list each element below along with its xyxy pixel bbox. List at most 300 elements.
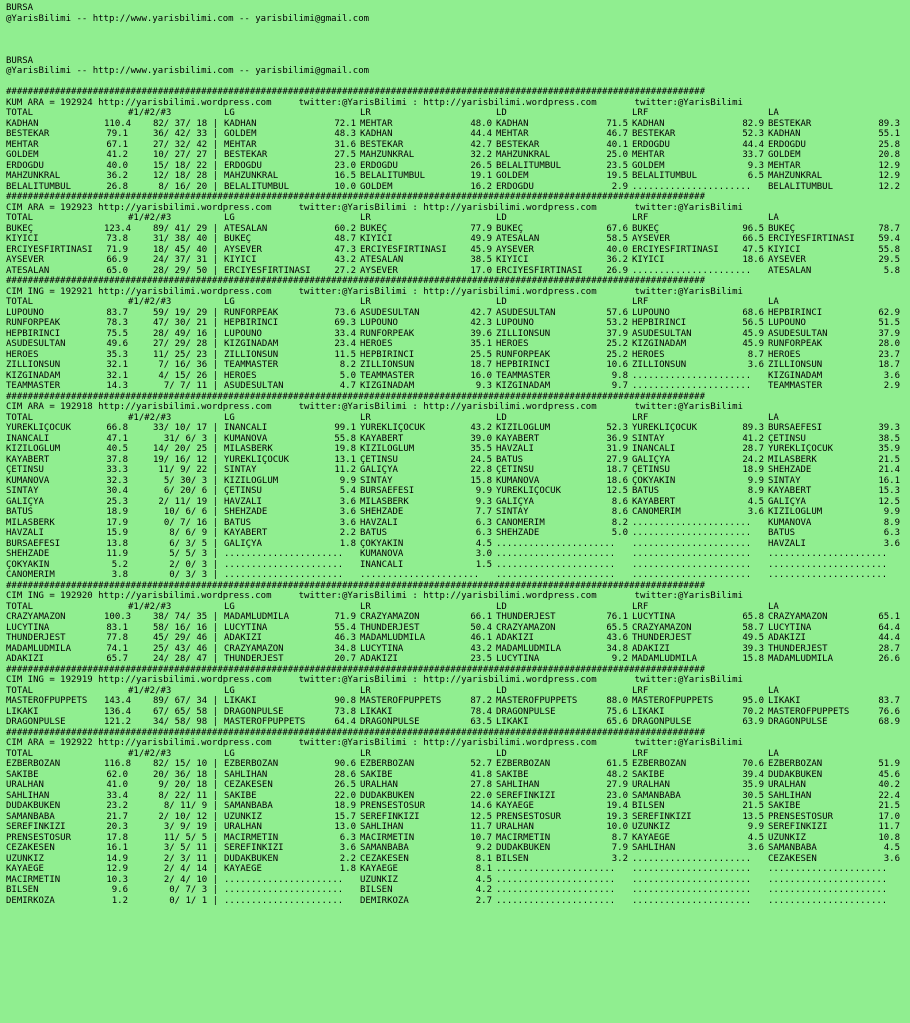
cell: 16.1 bbox=[878, 475, 900, 486]
cell: 33.3 bbox=[106, 465, 128, 475]
cell: 19/ 16/ 12 | bbox=[152, 454, 218, 465]
cell: 8.2 bbox=[339, 360, 356, 370]
cell: RUNFORPEAK bbox=[6, 318, 61, 328]
cell: URALHAN bbox=[6, 780, 44, 790]
cell: 123.4 bbox=[104, 223, 132, 234]
cell: 65.1 bbox=[878, 612, 900, 622]
cell: ZILLIONSUN bbox=[496, 328, 551, 339]
cell: LA bbox=[768, 108, 779, 118]
cell: BATUS bbox=[360, 528, 388, 538]
cell: 19.8 bbox=[334, 444, 356, 454]
cell: 9.2 bbox=[475, 843, 492, 853]
cell: 10.8 bbox=[878, 832, 900, 843]
cell: TOTAL bbox=[6, 412, 34, 423]
cell: 2/ 11/ 19 | bbox=[158, 496, 218, 507]
cell: CEZAKESEN bbox=[360, 853, 409, 864]
cell: 12.5 bbox=[878, 496, 900, 507]
cell: ATESALAN bbox=[360, 255, 404, 265]
cell: 24.2 bbox=[742, 454, 764, 465]
cell: KADHAN bbox=[632, 118, 665, 129]
result-row bbox=[6, 350, 910, 361]
cell: SAHLIHAN bbox=[6, 790, 50, 801]
cell: MAHZUNKRAL bbox=[496, 150, 551, 160]
separator-line: ################################################################################################################################# bbox=[6, 727, 705, 738]
cell: ERCIYESFIRTINASI bbox=[360, 244, 447, 255]
cell: LUPOUNO bbox=[632, 307, 670, 318]
cell: KIZILOGLUM bbox=[224, 475, 279, 486]
cell: ATESALAN bbox=[496, 234, 540, 244]
cell: MEHTAR bbox=[360, 118, 393, 129]
result-row bbox=[6, 224, 910, 235]
race-header: CIM ARA = 192922 http://yarisbilimi.wordpress.com twitter:@YarisBilimi : http://yarisbilimi.wordpress.com twitter:@YarisBilimi bbox=[6, 738, 743, 748]
cell: URALHAN bbox=[224, 822, 262, 832]
cell: 28.0 bbox=[878, 339, 900, 349]
cell: YÜREKLIÇOCUK bbox=[6, 423, 72, 433]
cell: SINTAY bbox=[768, 475, 801, 486]
cell: DUDAKBÜKEN bbox=[496, 843, 551, 853]
cell: 65.7 bbox=[106, 654, 128, 664]
cell: 31/ 6/ 3 | bbox=[163, 433, 218, 444]
cell: 6/ 3/ 5 | bbox=[169, 538, 218, 549]
cell: 8/ 22/ 11 | bbox=[158, 790, 218, 801]
cell: 25.3 bbox=[106, 496, 128, 507]
cell: 33/ 10/ 17 | bbox=[152, 423, 218, 433]
cell: BURSAEFESI bbox=[6, 538, 61, 549]
cell: HAVZALI bbox=[768, 538, 806, 549]
cell: 90.8 bbox=[334, 696, 356, 706]
cell: 10.6 bbox=[606, 360, 628, 370]
cell: TEAMMASTER bbox=[6, 381, 61, 391]
race-sections bbox=[6, 87, 910, 906]
cell: 22.0 bbox=[334, 790, 356, 801]
cell: 82/ 37/ 18 | bbox=[152, 118, 218, 129]
cell: 88.0 bbox=[606, 696, 628, 706]
cell: CRAZYAMAZON bbox=[496, 622, 556, 633]
cell: TOTAL bbox=[6, 213, 34, 223]
cell: SHEHZADE bbox=[6, 549, 50, 559]
cell: ERDOGDU bbox=[768, 139, 806, 150]
cell: 4.5 bbox=[883, 843, 900, 853]
cell: 16.1 bbox=[106, 843, 128, 853]
cell: LD bbox=[496, 748, 507, 759]
cell: LIKAKI bbox=[496, 717, 529, 727]
cell: 27.5 bbox=[334, 150, 356, 160]
cell: 35.3 bbox=[106, 349, 128, 360]
result-row bbox=[6, 707, 910, 718]
cell: 39.3 bbox=[742, 643, 764, 654]
cell: 20.3 bbox=[106, 822, 128, 832]
cell: SAKIBE bbox=[224, 790, 257, 801]
cell: 37.8 bbox=[106, 454, 128, 465]
column-header-row bbox=[6, 213, 910, 224]
cell: 2.2 bbox=[339, 853, 356, 864]
cell: EZBERBOZAN bbox=[360, 759, 415, 769]
cell: 25.5 bbox=[470, 349, 492, 360]
cell: 34.8 bbox=[606, 643, 628, 654]
column-header-row bbox=[6, 297, 910, 308]
cell: RUNFORPEAK bbox=[224, 307, 279, 318]
cell: ...................... bbox=[768, 885, 888, 895]
cell: 83.7 bbox=[878, 696, 900, 706]
cell: TOTAL bbox=[6, 748, 34, 759]
cell: 8.7 bbox=[611, 832, 628, 843]
cell: 9.3 bbox=[475, 381, 492, 391]
cell: ...................... bbox=[496, 549, 616, 559]
cell: LRF bbox=[632, 108, 649, 118]
cell: ...................... bbox=[360, 570, 480, 580]
cell: 6.3 bbox=[339, 832, 356, 843]
cell: KIZGINADAM bbox=[224, 339, 279, 349]
result-row bbox=[6, 770, 910, 781]
cell: 52.7 bbox=[470, 759, 492, 769]
separator-line: ################################################################################################################################# bbox=[6, 87, 705, 97]
cell: 78.3 bbox=[106, 318, 128, 328]
cell: KIZGINADAM bbox=[6, 370, 61, 381]
cell: 18.9 bbox=[106, 507, 128, 517]
cell: LG bbox=[224, 601, 235, 612]
result-row bbox=[6, 854, 910, 865]
cell: THUNDERJEST bbox=[768, 643, 828, 654]
cell: AYSEVER bbox=[224, 244, 262, 255]
cell: 37.9 bbox=[606, 328, 628, 339]
cell: HEPBIRINCI bbox=[768, 307, 823, 318]
cell: ÇETINSU bbox=[496, 465, 534, 475]
cell: LRF bbox=[632, 601, 649, 612]
cell: BELALITUMBUL bbox=[224, 181, 290, 192]
cell: KAYABERT bbox=[632, 496, 676, 507]
cell: THUNDERJEST bbox=[632, 633, 692, 643]
cell: 52.3 bbox=[742, 129, 764, 139]
cell: 12.9 bbox=[878, 160, 900, 171]
cell: 89/ 41/ 29 | bbox=[152, 223, 218, 234]
cell: 45/ 29/ 46 | bbox=[152, 633, 218, 643]
cell: CEZAKESEN bbox=[6, 843, 55, 853]
cell: 9.2 bbox=[611, 654, 628, 664]
cell: KAYABERT bbox=[6, 454, 50, 465]
cell: 100.3 bbox=[104, 612, 132, 622]
cell: CEZAKESEN bbox=[224, 780, 273, 790]
cell: 35.1 bbox=[470, 339, 492, 349]
cell: BÜKEÇ bbox=[6, 223, 34, 234]
cell: HEPBIRINCI bbox=[496, 360, 551, 370]
cell: 2/ 0/ 3 | bbox=[169, 559, 218, 570]
cell: 2/ 3/ 11 | bbox=[163, 853, 218, 864]
cell: BELALITUMBUL bbox=[496, 160, 562, 171]
race-header: CIM ARA = 192918 http://yarisbilimi.wordpress.com twitter:@YarisBilimi : http://yarisbilimi.wordpress.com twitter:@YarisBilimi bbox=[6, 402, 743, 412]
cell: ...................... bbox=[632, 538, 752, 549]
cell: LUCYTINA bbox=[360, 643, 404, 654]
cell: 5.2 bbox=[111, 559, 128, 570]
cell: 66.1 bbox=[470, 612, 492, 622]
cell: 2/ 10/ 12 | bbox=[158, 811, 218, 822]
cell: ...................... bbox=[224, 570, 344, 580]
cell: TEAMMASTER bbox=[496, 370, 551, 381]
cell: 45.6 bbox=[878, 769, 900, 780]
cell: 2.7 bbox=[475, 895, 492, 906]
separator-line: ################################################################################################################################# bbox=[6, 664, 705, 675]
cell: 18.7 bbox=[878, 360, 900, 370]
cell: DRAGONPULSE bbox=[224, 706, 284, 717]
cell: ...................... bbox=[496, 885, 616, 895]
cell: 36.9 bbox=[606, 433, 628, 444]
cell: 44.4 bbox=[878, 633, 900, 643]
cell: CRAZYAMAZON bbox=[224, 643, 284, 654]
cell: LR bbox=[360, 412, 371, 423]
cell: 62.0 bbox=[106, 769, 128, 780]
cell: 121.2 bbox=[104, 717, 132, 727]
cell: BÜKEÇ bbox=[768, 223, 796, 234]
cell: SAKIBE bbox=[768, 801, 801, 811]
cell: 17.0 bbox=[878, 811, 900, 822]
result-row bbox=[6, 570, 910, 581]
result-row bbox=[6, 434, 910, 445]
cell: AYSEVER bbox=[6, 255, 44, 265]
cell: KADHAN bbox=[496, 118, 529, 129]
cell: 8/ 6/ 9 | bbox=[169, 528, 218, 538]
cell: KAYAEGE bbox=[496, 801, 534, 811]
cell: ...................... bbox=[632, 370, 752, 381]
cell: 3.0 bbox=[475, 549, 492, 559]
cell: 2.2 bbox=[339, 528, 356, 538]
separator-line: ################################################################################################################################# bbox=[6, 192, 705, 202]
cell: 8.7 bbox=[747, 349, 764, 360]
cell: ERCIYESFIRTINASI bbox=[632, 244, 719, 255]
cell: 32.1 bbox=[106, 360, 128, 370]
cell: 64.4 bbox=[878, 622, 900, 633]
cell: CRAZYAMAZON bbox=[6, 612, 66, 622]
cell: GÖLDEM bbox=[360, 181, 393, 192]
cell: #1/#2/#3 bbox=[128, 412, 172, 423]
cell: 35.5 bbox=[470, 444, 492, 454]
cell: ...................... bbox=[632, 895, 752, 906]
cell: BELALITUMBUL bbox=[632, 171, 698, 181]
cell: 22.8 bbox=[470, 465, 492, 475]
result-row bbox=[6, 780, 910, 791]
cell: 7.9 bbox=[611, 843, 628, 853]
cell: CANOMERIM bbox=[496, 517, 545, 528]
cell: 36.2 bbox=[106, 171, 128, 181]
cell: 15.7 bbox=[334, 811, 356, 822]
cell: YÜREKLIÇOCUK bbox=[632, 423, 698, 433]
cell: LD bbox=[496, 297, 507, 307]
race-header: CIM ING = 192919 http://yarisbilimi.wordpress.com twitter:@YarisBilimi : http://yarisbilimi.wordpress.com twitter:@YarisBilimi bbox=[6, 675, 743, 685]
cell: 17.9 bbox=[106, 517, 128, 528]
cell: 19.5 bbox=[606, 171, 628, 181]
cell: 14.6 bbox=[470, 801, 492, 811]
cell: LD bbox=[496, 412, 507, 423]
cell: 26.5 bbox=[334, 780, 356, 790]
result-row bbox=[6, 381, 910, 392]
cell: 9.8 bbox=[611, 370, 628, 381]
cell: 33.4 bbox=[334, 328, 356, 339]
cell: 2.9 bbox=[883, 381, 900, 391]
cell: 28.7 bbox=[878, 643, 900, 654]
cell: 31.9 bbox=[606, 444, 628, 454]
credit-line: @YarisBilimi -- http://www.yarisbilimi.com -- yarisbilimi@gmail.com bbox=[6, 13, 370, 24]
race-header: CIM ARA = 192923 http://yarisbilimi.wordpress.com twitter:@YarisBilimi : http://yarisbilimi.wordpress.com twitter:@YarisBilimi bbox=[6, 202, 743, 213]
result-row bbox=[6, 812, 910, 823]
cell: HAVZALI bbox=[496, 444, 534, 454]
cell: 5/ 5/ 3 | bbox=[169, 549, 218, 559]
result-row bbox=[6, 654, 910, 665]
cell: 45.9 bbox=[470, 244, 492, 255]
cell: BÜKEÇ bbox=[496, 223, 524, 234]
cell: 20/ 36/ 18 | bbox=[152, 769, 218, 780]
result-row bbox=[6, 518, 910, 529]
cell: 4.5 bbox=[475, 538, 492, 549]
cell: 43.6 bbox=[606, 633, 628, 643]
cell: 2/ 4/ 14 | bbox=[163, 864, 218, 874]
cell: ZILLIONSUN bbox=[768, 360, 823, 370]
cell: 6.5 bbox=[747, 171, 764, 181]
cell: 46.1 bbox=[470, 633, 492, 643]
cell: LIKAKI bbox=[224, 696, 257, 706]
cell: CANOMERIM bbox=[632, 507, 681, 517]
cell: 66.9 bbox=[106, 255, 128, 265]
cell: GALIÇYA bbox=[632, 454, 670, 465]
cell: DUDAKBÜKEN bbox=[6, 801, 61, 811]
cell: 51.9 bbox=[878, 759, 900, 769]
cell: ERDOGDU bbox=[360, 160, 398, 171]
cell: 16.2 bbox=[470, 181, 492, 192]
cell: URALHAN bbox=[632, 780, 670, 790]
result-row bbox=[6, 612, 910, 623]
result-row bbox=[6, 423, 910, 434]
cell: 68.6 bbox=[742, 307, 764, 318]
result-row bbox=[6, 329, 910, 340]
cell: URALHAN bbox=[496, 822, 534, 832]
cell: 10/ 6/ 6 | bbox=[163, 507, 218, 517]
cell: KAYABERT bbox=[224, 528, 268, 538]
cell: ...................... bbox=[768, 559, 888, 570]
cell: ...................... bbox=[632, 517, 752, 528]
cell: 6.3 bbox=[475, 517, 492, 528]
cell: 38.5 bbox=[470, 255, 492, 265]
cell: 40.1 bbox=[606, 139, 628, 150]
cell: MACIRMETIN bbox=[224, 832, 279, 843]
cell: INANCALI bbox=[632, 444, 676, 454]
cell: 45.9 bbox=[742, 339, 764, 349]
credit-line: @YarisBilimi -- http://www.yarisbilimi.com -- yarisbilimi@gmail.com bbox=[6, 66, 370, 76]
cell: ÇETINSU bbox=[224, 486, 262, 496]
cell: KAYAEGE bbox=[224, 864, 262, 874]
cell: 7/ 7/ 11 | bbox=[163, 381, 218, 391]
cell: LUPOUNO bbox=[768, 318, 806, 328]
cell: 9.9 bbox=[883, 507, 900, 517]
cell: DRAGONPULSE bbox=[768, 717, 828, 727]
cell: 48.3 bbox=[334, 129, 356, 139]
cell: MAHZUNKRAL bbox=[224, 171, 279, 181]
cell: 20.7 bbox=[334, 654, 356, 664]
cell: 19.3 bbox=[606, 811, 628, 822]
cell: MACIRMETIN bbox=[360, 832, 415, 843]
cell: BESTEKAR bbox=[360, 139, 404, 150]
cell: KIZILOGLUM bbox=[768, 507, 823, 517]
cell: 65.6 bbox=[606, 717, 628, 727]
result-row bbox=[6, 539, 910, 550]
cell: 83.1 bbox=[106, 622, 128, 633]
cell: ...................... bbox=[496, 559, 616, 570]
cell: 36/ 42/ 33 | bbox=[152, 129, 218, 139]
cell: SAHLIHAN bbox=[632, 843, 676, 853]
cell: 26.6 bbox=[878, 654, 900, 664]
cell: 11/ 5/ 5 | bbox=[163, 832, 218, 843]
cell: MEHTAR bbox=[496, 129, 529, 139]
cell: YÜREKLIÇOCUK bbox=[496, 486, 562, 496]
cell: LUCYTINA bbox=[632, 612, 676, 622]
cell: ÇETINSU bbox=[360, 454, 398, 465]
column-header-row bbox=[6, 602, 910, 613]
cell: 73.8 bbox=[106, 234, 128, 244]
cell: 5.0 bbox=[339, 370, 356, 381]
cell: 136.4 bbox=[104, 706, 132, 717]
cell: 3.6 bbox=[747, 360, 764, 370]
cell: KAYAEGE bbox=[632, 832, 670, 843]
page-title: BURSA bbox=[6, 55, 34, 66]
cell: LUCYTINA bbox=[224, 622, 268, 633]
cell: 79.1 bbox=[106, 129, 128, 139]
cell: BESTEKAR bbox=[6, 129, 50, 139]
cell: MASTEROFPUPPETS bbox=[496, 696, 578, 706]
cell: PRENSESTOSUR bbox=[768, 811, 834, 822]
cell: LG bbox=[224, 685, 235, 696]
cell: ZILLIONSUN bbox=[224, 349, 279, 360]
separator-line: ################################################################################################################################# bbox=[6, 580, 705, 591]
race-header: CIM ING = 192921 http://yarisbilimi.wordpress.com twitter:@YarisBilimi : http://yarisbilimi.wordpress.com twitter:@YarisBilimi bbox=[6, 286, 743, 297]
cell: 11.5 bbox=[334, 349, 356, 360]
cell: 14.9 bbox=[106, 853, 128, 864]
cell: 67.1 bbox=[106, 139, 128, 150]
cell: 27.2 bbox=[334, 265, 356, 276]
cell: 38/ 74/ 35 | bbox=[152, 612, 218, 622]
cell: 9.9 bbox=[339, 475, 356, 486]
cell: BILSEN bbox=[632, 801, 665, 811]
cell: LUCYTINA bbox=[6, 622, 50, 633]
cell: 31.6 bbox=[334, 139, 356, 150]
cell: HEROES bbox=[768, 349, 801, 360]
cell: 17.0 bbox=[470, 265, 492, 276]
cell: 27/ 32/ 42 | bbox=[152, 139, 218, 150]
cell: BURSAEFESI bbox=[360, 486, 415, 496]
cell: 16.0 bbox=[470, 370, 492, 381]
cell: SEREFINKIZI bbox=[496, 790, 556, 801]
cell: 28.7 bbox=[742, 444, 764, 454]
cell: BESTEKAR bbox=[632, 129, 676, 139]
cell: GALIÇYA bbox=[360, 465, 398, 475]
cell: MASTEROFPUPPETS bbox=[632, 696, 714, 706]
cell: 40.0 bbox=[106, 160, 128, 171]
cell: SAMANBABA bbox=[6, 811, 55, 822]
cell: SHEHZADE bbox=[224, 507, 268, 517]
cell: 41.2 bbox=[742, 433, 764, 444]
cell: 27.9 bbox=[606, 454, 628, 465]
cell: SAMANBABA bbox=[768, 843, 817, 853]
cell: 18/ 45/ 40 | bbox=[152, 244, 218, 255]
cell: GALIÇYA bbox=[768, 496, 806, 507]
cell: 22.4 bbox=[878, 790, 900, 801]
cell: #1/#2/#3 bbox=[128, 108, 172, 118]
cell: ASUDESULTAN bbox=[6, 339, 66, 349]
cell: 25.2 bbox=[606, 349, 628, 360]
cell: 22.0 bbox=[470, 790, 492, 801]
cell: KIYICI bbox=[496, 255, 529, 265]
cell: 5/ 30/ 3 | bbox=[163, 475, 218, 486]
cell: 13.0 bbox=[334, 822, 356, 832]
cell: 4.7 bbox=[339, 381, 356, 391]
cell: KIZGINADAM bbox=[768, 370, 823, 381]
cell: 49.5 bbox=[742, 633, 764, 643]
cell: PRENSESTOSUR bbox=[6, 832, 72, 843]
